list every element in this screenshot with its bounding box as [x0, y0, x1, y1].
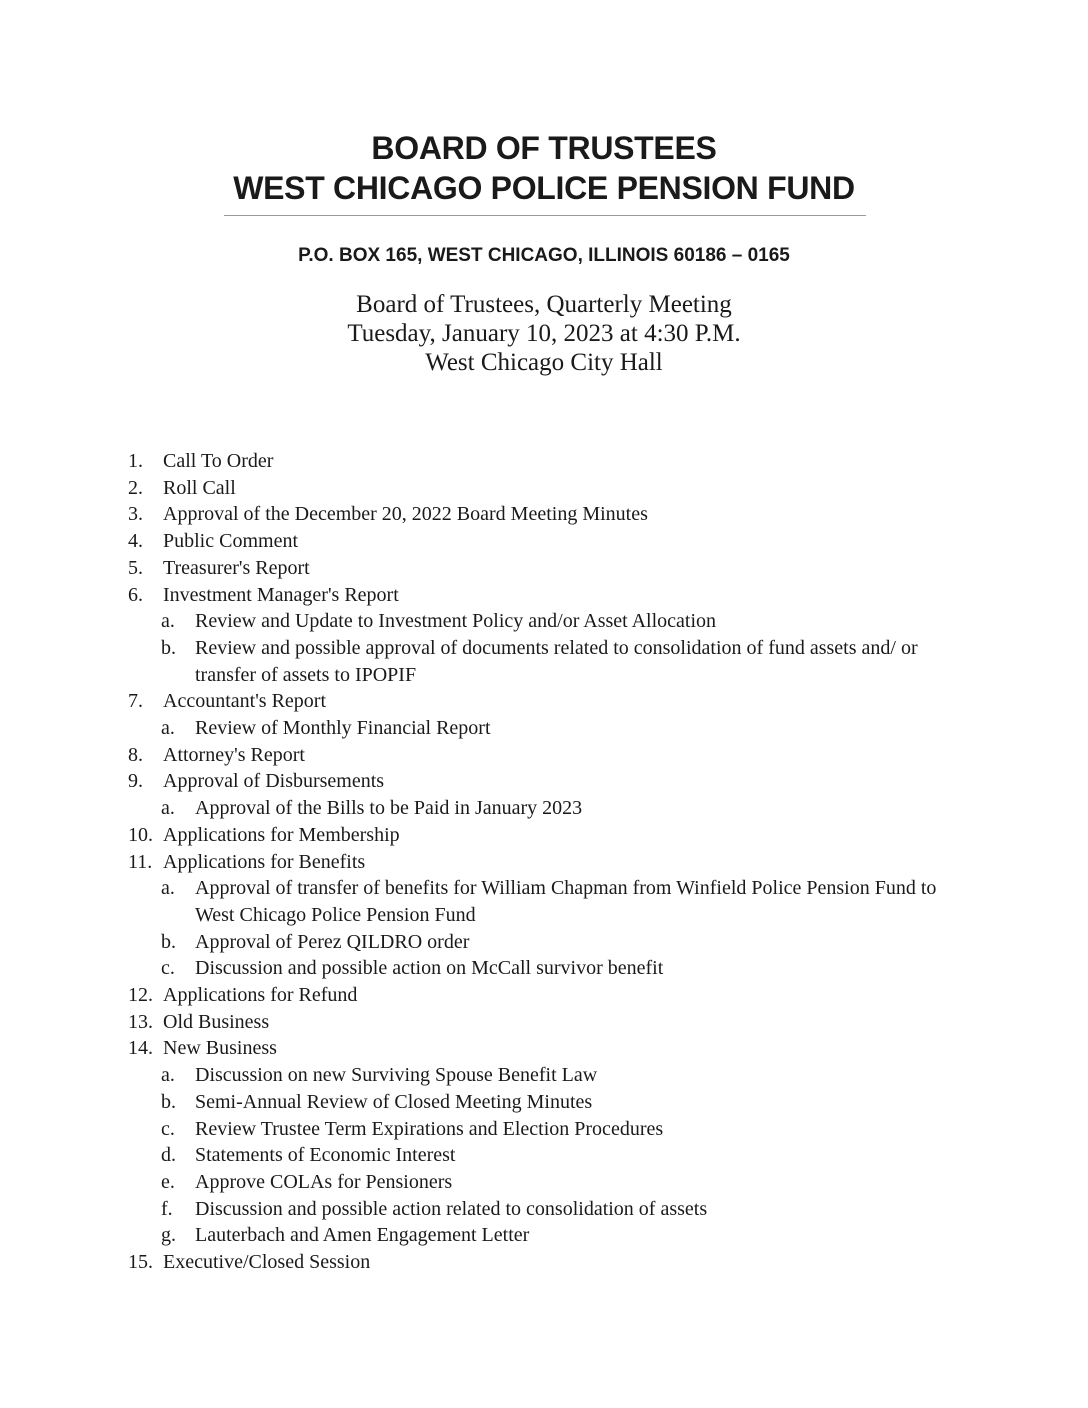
agenda-subitem — [128, 955, 958, 982]
agenda-list — [128, 448, 958, 1276]
meeting-location: West Chicago City Hall — [425, 349, 663, 376]
agenda-subitem-letter: e. — [161, 1170, 175, 1193]
agenda-subitem-letter: a. — [161, 717, 175, 740]
board-title: BOARD OF TRUSTEES — [371, 130, 717, 166]
agenda-subitem-letter: b. — [161, 930, 176, 953]
agenda-item-number: 9. — [128, 770, 143, 793]
agenda-item — [128, 688, 958, 715]
agenda-subitem-text: Review Trustee Term Expirations and Election Procedures — [195, 1117, 664, 1140]
agenda-item — [128, 475, 958, 502]
agenda-subitem — [128, 795, 958, 822]
agenda-item-text: Old Business — [163, 1010, 270, 1033]
agenda-subitem — [128, 1169, 958, 1196]
agenda-subitem-letter: d. — [161, 1144, 176, 1167]
agenda-item-number: 10. — [128, 823, 153, 846]
agenda-subitem-text: Review of Monthly Financial Report — [195, 717, 491, 740]
agenda-subitem-text: Lauterbach and Amen Engagement Letter — [195, 1224, 530, 1247]
agenda-subitem-letter: g. — [161, 1224, 176, 1247]
agenda-item-number: 5. — [128, 556, 143, 579]
agenda-subitem — [128, 929, 958, 956]
agenda-subitem-text: Approve COLAs for Pensioners — [195, 1170, 453, 1193]
agenda-item-text: Treasurer's Report — [163, 556, 310, 579]
agenda-item-number: 11. — [128, 850, 153, 873]
agenda-item — [128, 555, 958, 582]
agenda-subitem — [128, 1142, 958, 1169]
agenda-subitem-text: Approval of transfer of benefits for William Chapman from Winfield Police Pension Fund to West Chicago Police Pension Fund — [195, 877, 937, 926]
agenda-subitem-letter: c. — [161, 957, 175, 980]
agenda-subitem — [128, 1116, 958, 1143]
agenda-item-number: 15. — [128, 1251, 153, 1274]
mailing-address: P.O. BOX 165, WEST CHICAGO, ILLINOIS 60186 – 0165 — [298, 245, 790, 266]
agenda-item — [128, 982, 958, 1009]
agenda-subitem-text: Approval of Perez QILDRO order — [195, 930, 470, 953]
agenda-subitem — [128, 1222, 958, 1249]
agenda-subitem-text: Discussion and possible action related to consolidation of assets — [195, 1197, 708, 1220]
agenda-item-number: 4. — [128, 530, 143, 553]
agenda-subitem-letter: a. — [161, 1064, 175, 1087]
agenda-subitem-letter: b. — [161, 1090, 176, 1113]
agenda-item-number: 7. — [128, 690, 143, 713]
agenda-subitem — [128, 1089, 958, 1116]
agenda-item-number: 6. — [128, 583, 143, 606]
agenda-item — [128, 1249, 958, 1276]
letterhead — [0, 128, 1088, 208]
meeting-title: Board of Trustees, Quarterly Meeting — [356, 291, 732, 318]
agenda-subitem-letter: a. — [161, 610, 175, 633]
agenda-item — [128, 448, 958, 475]
agenda-item-number: 8. — [128, 743, 143, 766]
agenda-item-text: Call To Order — [163, 450, 274, 472]
agenda-subitem — [128, 875, 958, 928]
agenda-item — [128, 849, 958, 876]
agenda-item-text: New Business — [163, 1037, 277, 1060]
agenda-subitem-letter: a. — [161, 797, 175, 820]
agenda-item — [128, 742, 958, 769]
agenda-subitem-text: Review and Update to Investment Policy and/or Asset Allocation — [195, 610, 717, 633]
agenda-item-text: Roll Call — [163, 476, 236, 499]
agenda-subitem-text: Statements of Economic Interest — [195, 1144, 456, 1167]
agenda-subitem — [128, 715, 958, 742]
agenda-subitem-letter: a. — [161, 877, 175, 900]
agenda-subitem — [128, 608, 958, 635]
agenda-item-text: Investment Manager's Report — [163, 583, 399, 606]
agenda-item — [128, 822, 958, 849]
agenda-item-text: Approval of Disbursements — [163, 770, 385, 793]
agenda-subitem-letter: f. — [161, 1197, 173, 1220]
agenda-item — [128, 1035, 958, 1062]
agenda-subitem-letter: c. — [161, 1117, 175, 1140]
agenda-item-text: Applications for Refund — [163, 984, 358, 1007]
agenda-subitem-text: Review and possible approval of documents related to consolidation of fund assets and/ or transfer of assets to IPOPIF — [195, 636, 918, 686]
agenda-item-text: Public Comment — [163, 530, 298, 553]
agenda-item — [128, 501, 958, 528]
agenda-subitem-text: Discussion and possible action on McCall survivor benefit — [195, 957, 664, 980]
agenda-item-number: 12. — [128, 984, 153, 1007]
meeting-datetime: Tuesday, January 10, 2023 at 4:30 P.M. — [347, 320, 741, 347]
agenda-item-number: 13. — [128, 1010, 153, 1033]
agenda-item-number: 2. — [128, 476, 143, 499]
agenda-item — [128, 1009, 958, 1036]
agenda-item — [128, 582, 958, 609]
agenda-item-text: Executive/Closed Session — [163, 1251, 371, 1274]
agenda-subitem-letter: b. — [161, 636, 176, 659]
agenda-item-number: 14. — [128, 1037, 153, 1060]
agenda-item-number: 1. — [128, 450, 143, 472]
agenda-item — [128, 528, 958, 555]
fund-title: WEST CHICAGO POLICE PENSION FUND — [233, 170, 855, 206]
agenda-item-text: Applications for Benefits — [163, 850, 366, 873]
agenda-subitem — [128, 635, 958, 688]
agenda-item — [128, 768, 958, 795]
header-divider — [224, 215, 866, 216]
agenda-subitem-text: Discussion on new Surviving Spouse Benefit Law — [195, 1064, 598, 1087]
agenda-subitem — [128, 1062, 958, 1089]
agenda-item-number: 3. — [128, 503, 143, 526]
meeting-info — [0, 290, 1088, 377]
agenda-item-text: Accountant's Report — [163, 690, 327, 713]
agenda-item-text: Applications for Membership — [163, 823, 400, 846]
agenda-item-text: Attorney's Report — [163, 743, 305, 766]
agenda-subitem-text: Semi-Annual Review of Closed Meeting Minutes — [195, 1090, 593, 1113]
agenda-subitem-text: Approval of the Bills to be Paid in January 2023 — [195, 797, 583, 820]
agenda-item-text: Approval of the December 20, 2022 Board Meeting Minutes — [163, 503, 648, 526]
agenda-subitem — [128, 1196, 958, 1223]
